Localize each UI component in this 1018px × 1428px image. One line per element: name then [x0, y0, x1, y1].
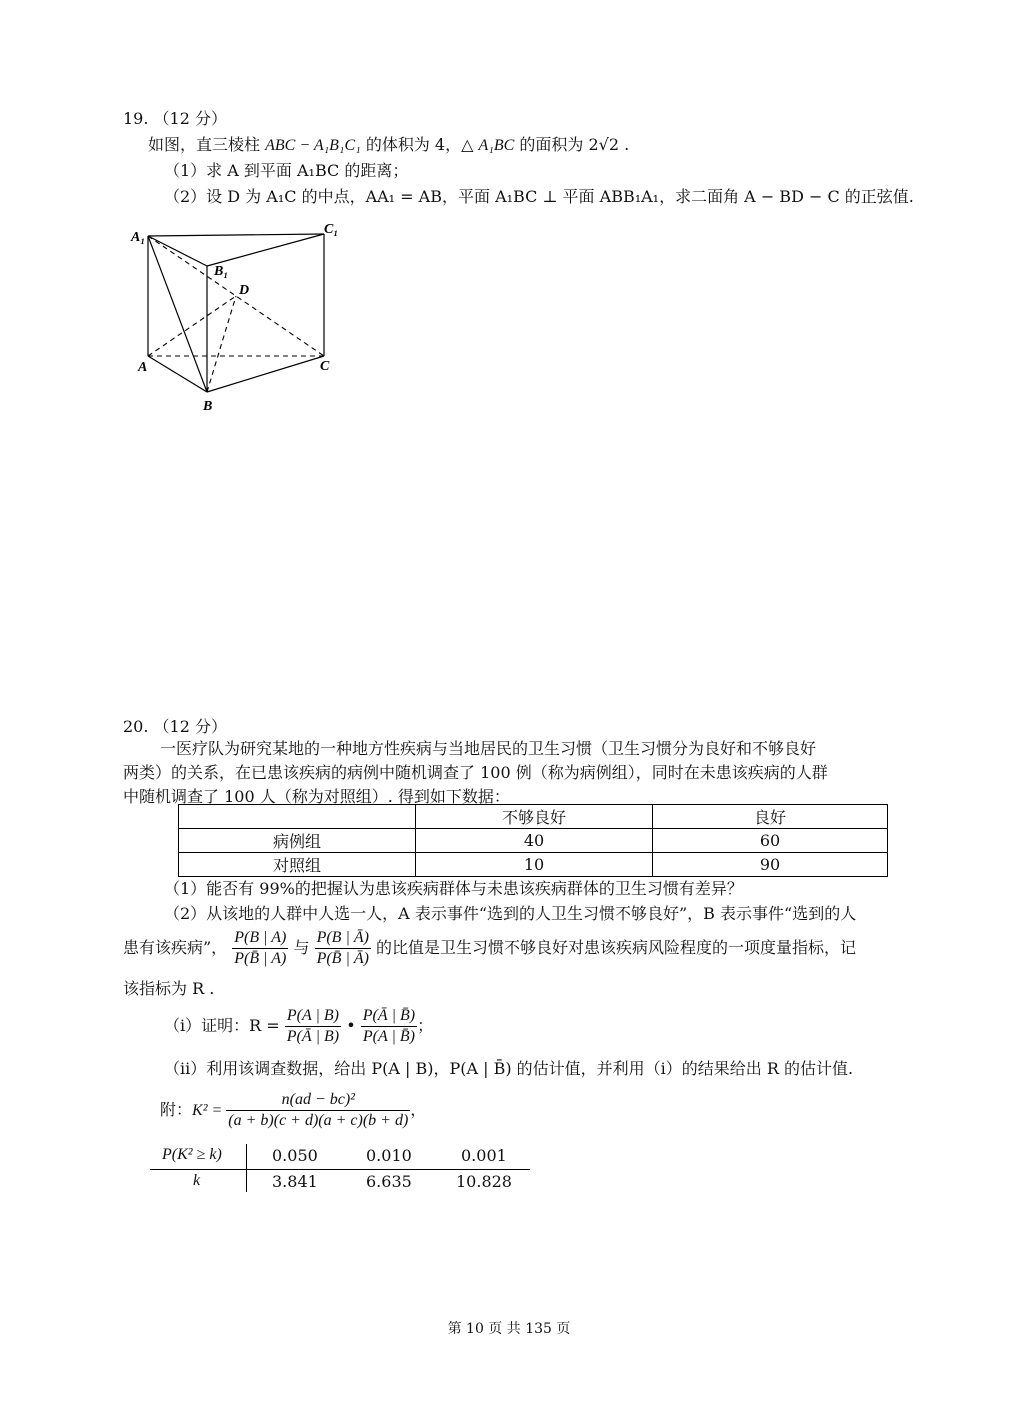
ratio-fraction-1: [232, 928, 288, 969]
ktable-row1-label: P(K² ≥ k): [162, 1146, 222, 1163]
frac1-numerator: P(B | A): [232, 928, 288, 949]
formula-end: ，: [410, 1100, 427, 1119]
formula-fraction: [226, 1090, 410, 1131]
label-d: D: [239, 283, 250, 298]
q20-sub-i: [164, 1006, 433, 1047]
q19-intro-text-b: 的体积为 4，△: [360, 135, 479, 154]
ktable-cell: 0.050: [272, 1146, 318, 1165]
ktable-cell: 3.841: [272, 1172, 318, 1191]
prism-figure: [128, 220, 348, 416]
frac2-denominator: P(B̄ | Ā): [316, 950, 369, 967]
page-footer: 第 10 页 共 135 页: [447, 1321, 571, 1337]
q20-part2-pre: 患有该疾病”，: [123, 938, 228, 957]
formula-numerator: n(ad − bc)²: [226, 1090, 410, 1111]
q19-part1: （1）求 A 到平面 A₁BC 的距离；: [164, 161, 409, 180]
q19-score: （12 分）: [153, 109, 227, 128]
table-row: [179, 829, 888, 853]
label-b1: B₁: [214, 264, 229, 279]
table-cell: 10: [416, 853, 653, 877]
q20-part2-line1: （2）从该地的人群中人选一人，A 表示事件“选到的人卫生习惯不够良好”，B 表示事件“选到的人: [164, 904, 857, 923]
table-header-cell: [179, 805, 416, 829]
q19-number: 19.: [123, 109, 149, 128]
q20-part1: （1）能否有 99%的把握认为患该疾病群体与未患该疾病群体的卫生习惯有差异？: [164, 879, 743, 898]
label-a: A: [138, 360, 148, 375]
q20-para3: 中随机调查了 100 人（称为对照组）. 得到如下数据：: [123, 787, 510, 806]
sub-i-f2-denominator: P(A | B̄): [362, 1028, 415, 1045]
appendix-label: 附：: [160, 1100, 193, 1119]
q19-intro-text-a: 如图，直三棱柱: [148, 135, 266, 154]
q19-prism-name: ABC − A₁B₁C₁: [265, 137, 361, 154]
q20-para2: 两类）的关系，在已患该疾病的病例中随机调查了 100 例（称为病例组），同时在未患该疾病的人群: [123, 763, 828, 782]
frac1-denominator: P(B̄ | A): [234, 950, 287, 967]
q20-part2-line3: 该指标为 R .: [123, 979, 215, 998]
critical-value-table: [150, 1144, 530, 1196]
q19-triangle-name: A₁BC: [478, 137, 515, 154]
sub-i-f2-numerator: P(Ā | B̄): [361, 1006, 417, 1027]
frac2-numerator: P(B | Ā): [315, 928, 371, 949]
sub-i-f1-denominator: P(Ā | B): [286, 1028, 340, 1045]
q20-number: 20.: [123, 717, 149, 736]
formula-lhs: K² =: [192, 1102, 227, 1119]
ktable-cell: 6.635: [366, 1172, 412, 1191]
table-cell: 90: [653, 853, 888, 877]
appendix-formula: [160, 1090, 426, 1131]
formula-denominator: (a + b)(c + d)(a + c)(b + d): [228, 1112, 409, 1129]
q20-score: （12 分）: [153, 717, 227, 736]
sub-i-pre: （i）证明：R =: [164, 1016, 285, 1035]
table-header-row: [179, 805, 888, 829]
table-cell: 60: [653, 829, 888, 853]
ktable-cell: 0.001: [461, 1146, 507, 1165]
sub-i-end: ；: [417, 1016, 434, 1035]
q19-header: [123, 108, 227, 130]
q19-part2: （2）设 D 为 A₁C 的中点，AA₁ = AB，平面 A₁BC ⊥ 平面 ABB₁A₁，求二面角 A − BD − C 的正弦值.: [164, 187, 914, 206]
label-c1: C₁: [324, 222, 339, 237]
table-cell: 对照组: [179, 853, 416, 877]
q20-part2-post: 的比值是卫生习惯不够良好对患该疾病风险程度的一项度量指标，记: [370, 938, 857, 957]
sub-i-f1-numerator: P(A | B): [285, 1006, 341, 1027]
ktable-vline: [246, 1144, 247, 1192]
table-header-cell: 良好: [653, 805, 888, 829]
sub-i-fraction-1: [285, 1006, 341, 1047]
label-b: B: [203, 399, 213, 414]
q20-para1: 一医疗队为研究某地的一种地方性疾病与当地居民的卫生习惯（卫生习惯分为良好和不够良好: [160, 739, 817, 758]
survey-table: [178, 804, 888, 877]
q20-sub-ii: （ii）利用该调查数据，给出 P(A | B)，P(A | B̄) 的估计值，并利用（i）的结果给出 R 的估计值.: [164, 1059, 854, 1078]
q20-header: [123, 716, 227, 738]
sub-i-fraction-2: [361, 1006, 417, 1047]
ktable-cell: 0.010: [366, 1146, 412, 1165]
table-header-cell: 不够良好: [416, 805, 653, 829]
frac-connector: 与: [288, 938, 315, 957]
label-c: C: [320, 359, 330, 374]
q19-intro: [148, 134, 629, 157]
table-cell: 40: [416, 829, 653, 853]
label-a1: A₁: [131, 230, 146, 245]
ratio-fraction-2: [315, 928, 371, 969]
q19-intro-text-c: 的面积为 2√2 .: [514, 135, 630, 154]
table-cell: 病例组: [179, 829, 416, 853]
q20-part2-line2: [123, 928, 856, 969]
table-row: [179, 853, 888, 877]
sub-i-dot: •: [341, 1016, 361, 1035]
ktable-cell: 10.828: [456, 1172, 512, 1191]
ktable-hline: [150, 1169, 530, 1170]
ktable-row2-label: k: [193, 1172, 201, 1189]
